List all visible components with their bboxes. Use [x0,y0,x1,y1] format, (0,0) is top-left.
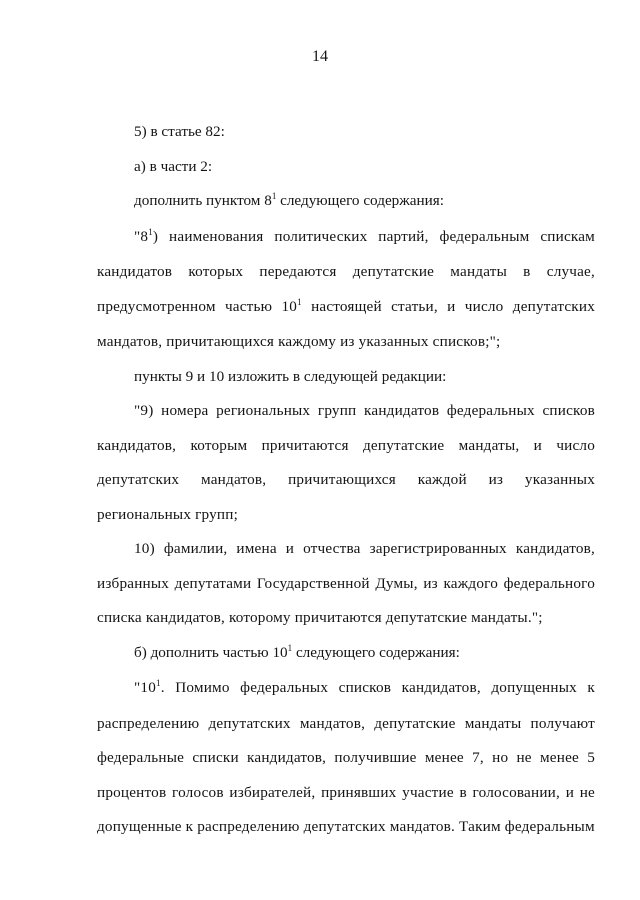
paragraph-supplement-8: дополнить пунктом $8^1$ следующего содержания: [134,191,444,209]
paragraph-point-9: "9) номера региональных групп кандидатов федеральных списков кандидатов, которым причитаются депутатские мандаты, и число депутатских мандатов, причитающихся каждой из указанных региональных групп; [97,402,595,523]
paragraph-part-10-1: "$10^1$. Помимо федеральных списков кандидатов, допущенных к распределению депутатских мандатов, депутатские мандаты получают федеральные списки кандидатов, получившие менее 7, но не менее 5 процентов голосов избирателей, принявших участие в голосовании, и не допущенные к распределению депутатских мандатов. Таким федеральным [97,678,595,835]
document-body [97,115,595,845]
superscript: 1 [148,226,153,237]
paragraph-item-5: 5) в статье 82: [134,123,225,140]
paragraph-item-b: б) дополнить частью $10^1$ следующего содержания: [134,642,460,661]
page-number: 14 [312,48,328,65]
paragraph-points-9-10: пункты 9 и 10 изложить в следующей редакции: [134,367,447,385]
paragraph-item-a: а) в части 2: [134,157,213,175]
superscript: 1 [271,191,277,201]
paragraph-point-8-1: "$8^1$) наименования политических партий, федеральным спискам кандидатов которых передаются депутатские мандаты в случае, предусмотренном частью $10^1$ настоящей статьи, и число депутатских мандатов, причитающихся каждому из указанных списков;"; [97,226,596,350]
superscript: 1 [287,642,293,653]
superscript: 1 [297,296,302,307]
superscript: 1 [156,678,161,688]
paragraph-point-10: 10) фамилии, имена и отчества зарегистрированных кандидатов, избранных депутатами Государственной Думы, из каждого федерального списка кандидатов, которому причитаются депутатские мандаты."; [97,540,595,626]
